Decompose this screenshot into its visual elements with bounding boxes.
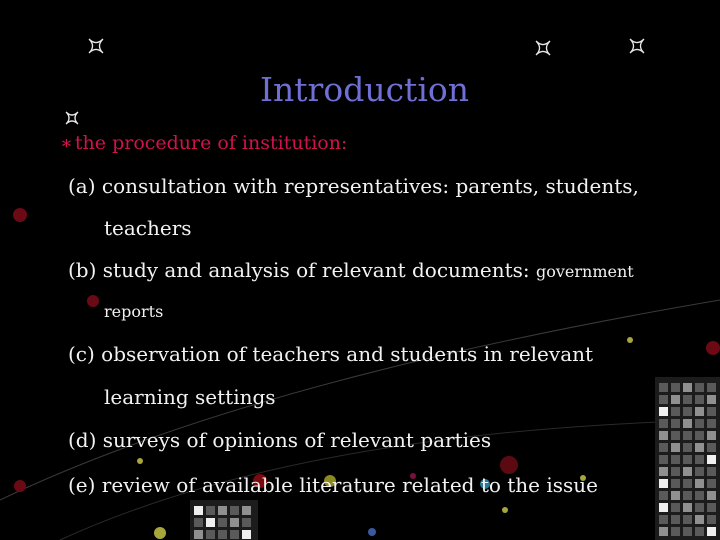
subheading-text: the procedure of institution: [74, 132, 348, 154]
list-item-text-small: government [536, 262, 634, 281]
sparkle-icon [536, 41, 550, 55]
subheading [60, 132, 347, 154]
decorative-dot-icon [137, 458, 143, 464]
list-item: (e) review of available literature related to the issue [68, 473, 599, 497]
list-item-continuation: reports [104, 302, 164, 321]
list-item: (a) consultation with representatives: parents, students, [68, 174, 639, 198]
sparkle-icon [630, 39, 644, 53]
list-item-continuation: learning settings [104, 385, 276, 409]
bullet-icon: ∗ [60, 132, 73, 154]
decorative-dot-icon [368, 528, 376, 536]
decorative-dot-icon [500, 456, 518, 474]
decorative-dot-icon [502, 507, 508, 513]
decorative-dot-icon [13, 208, 27, 222]
decorative-dot-icon [627, 337, 633, 343]
grid-square-icon [190, 500, 258, 540]
list-item-text: (b) study and analysis of relevant documents: [68, 258, 537, 282]
sparkle-icon [66, 112, 78, 124]
sparkle-icon [89, 39, 103, 53]
list-item: (d) surveys of opinions of relevant parties [68, 428, 492, 452]
list-item: (c) observation of teachers and students in relevant [68, 342, 594, 366]
decorative-dot-icon [706, 341, 720, 355]
decorative-dot-icon [154, 527, 166, 539]
list-item [68, 258, 634, 282]
grid-square-icon [655, 377, 720, 540]
list-item-continuation: teachers [104, 216, 192, 240]
decorative-dot-icon [14, 480, 26, 492]
decorative-dot-icon [87, 295, 99, 307]
slide-title: Introduction [260, 70, 469, 109]
